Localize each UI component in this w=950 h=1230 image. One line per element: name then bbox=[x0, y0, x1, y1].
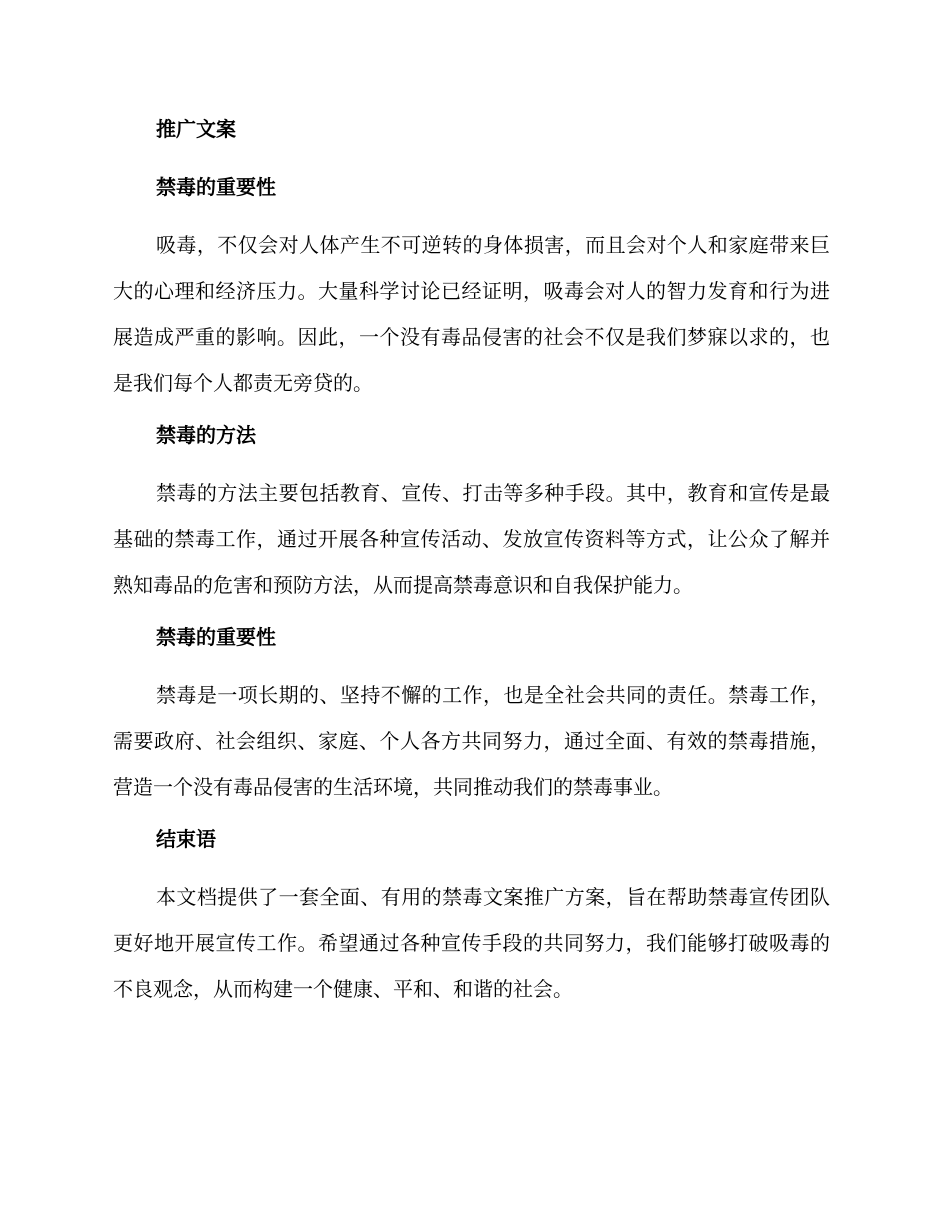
section-heading-conclusion: 结束语 bbox=[156, 827, 216, 851]
section-paragraph-methods: 禁毒的方法主要包括教育、宣传、打击等多种手段。其中，教育和宣传是最基础的禁毒工作，通过开展各种宣传活动、发放宣传资料等方式，让公众了解并熟知毒品的危害和预防方法，从而提高禁毒意识和自我保护能力。 bbox=[113, 481, 830, 597]
section-paragraph-importance-2: 禁毒是一项长期的、坚持不懈的工作，也是全社会共同的责任。禁毒工作，需要政府、社会组织、家庭、个人各方共同努力，通过全面、有效的禁毒措施，营造一个没有毒品侵害的生活环境，共同推动我们的禁毒事业。 bbox=[113, 683, 830, 799]
section-heading-methods: 禁毒的方法 bbox=[156, 423, 256, 447]
section-paragraph-importance: 吸毒，不仅会对人体产生不可逆转的身体损害，而且会对个人和家庭带来巨大的心理和经济压力。大量科学讨论已经证明，吸毒会对人的智力发育和行为进展造成严重的影响。因此，一个没有毒品侵害的社会不仅是我们梦寐以求的，也是我们每个人都责无旁贷的。 bbox=[113, 233, 830, 395]
section-paragraph-conclusion: 本文档提供了一套全面、有用的禁毒文案推广方案，旨在帮助禁毒宣传团队更好地开展宣传工作。希望通过各种宣传手段的共同努力，我们能够打破吸毒的不良观念，从而构建一个健康、平和、和谐的社会。 bbox=[113, 885, 830, 1001]
section-heading-importance-2: 禁毒的重要性 bbox=[156, 625, 276, 649]
document-title: 推广文案 bbox=[156, 117, 236, 141]
section-heading-importance: 禁毒的重要性 bbox=[156, 175, 276, 199]
document-body bbox=[113, 110, 830, 1012]
